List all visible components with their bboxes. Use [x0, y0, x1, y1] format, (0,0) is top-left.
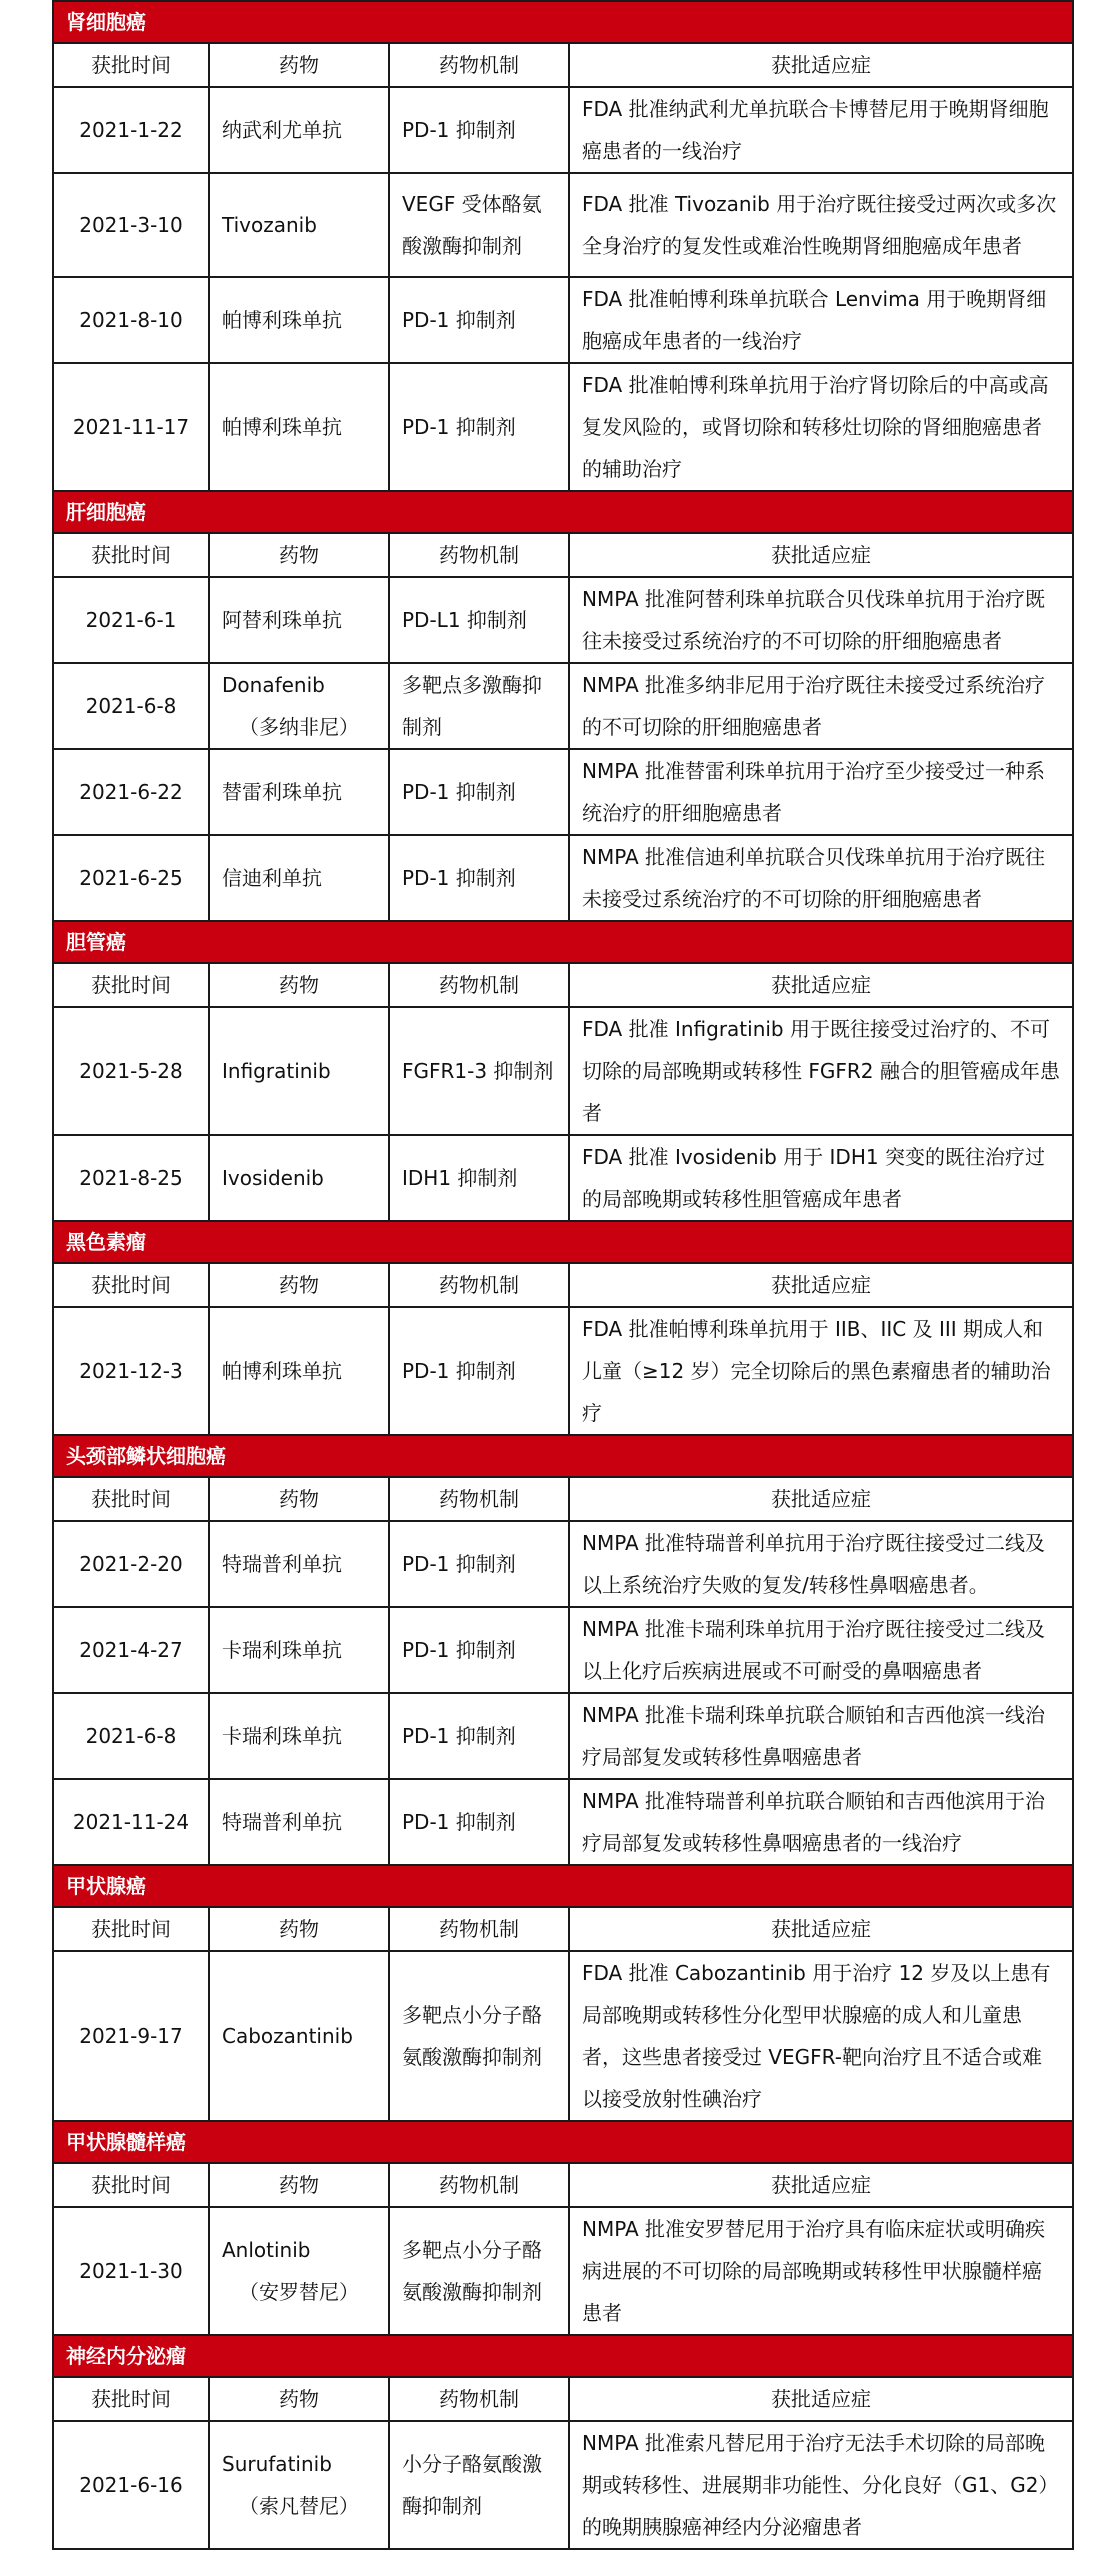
column-header-drug: 药物 — [209, 1477, 389, 1521]
column-header-mechanism: 药物机制 — [389, 1477, 569, 1521]
drug-name: Surufatinib — [222, 2452, 332, 2476]
approval-date: 2021-6-25 — [53, 835, 209, 921]
column-header-time: 获批时间 — [53, 963, 209, 1007]
table-row — [53, 749, 1073, 835]
drug-name: 特瑞普利单抗 — [222, 1810, 342, 1834]
column-header-mechanism: 药物机制 — [389, 1907, 569, 1951]
drug-name: 帕博利珠单抗 — [222, 415, 342, 439]
drug-name-cell — [209, 363, 389, 491]
approved-indication: NMPA 批准卡瑞利珠单抗用于治疗既往接受过二线及以上化疗后疾病进展或不可耐受的鼻咽癌患者 — [569, 1607, 1073, 1693]
section-row — [53, 2121, 1073, 2163]
column-header-indication: 获批适应症 — [569, 2377, 1073, 2421]
header-row — [53, 1263, 1073, 1307]
approval-date: 2021-1-22 — [53, 87, 209, 173]
approved-indication: NMPA 批准安罗替尼用于治疗具有临床症状或明确疾病进展的不可切除的局部晚期或转移性甲状腺髓样癌患者 — [569, 2207, 1073, 2335]
header-row — [53, 43, 1073, 87]
column-header-time: 获批时间 — [53, 2163, 209, 2207]
section-row — [53, 1865, 1073, 1907]
drug-mechanism: PD-1 抑制剂 — [389, 1779, 569, 1865]
section-row — [53, 1435, 1073, 1477]
header-row — [53, 963, 1073, 1007]
section-title: 头颈部鳞状细胞癌 — [53, 1435, 1073, 1477]
drug-mechanism: 多靶点小分子酪氨酸激酶抑制剂 — [389, 1951, 569, 2121]
drug-mechanism: VEGF 受体酪氨酸激酶抑制剂 — [389, 173, 569, 277]
drug-name-cell — [209, 835, 389, 921]
section-title: 神经内分泌瘤 — [53, 2335, 1073, 2377]
table-body — [53, 1, 1073, 2549]
column-header-drug: 药物 — [209, 963, 389, 1007]
section-row — [53, 491, 1073, 533]
column-header-mechanism: 药物机制 — [389, 1263, 569, 1307]
drug-name-cell — [209, 1007, 389, 1135]
section-title: 肾细胞癌 — [53, 1, 1073, 43]
column-header-drug: 药物 — [209, 1263, 389, 1307]
drug-name: 卡瑞利珠单抗 — [222, 1724, 342, 1748]
approval-date: 2021-2-20 — [53, 1521, 209, 1607]
table-row — [53, 1521, 1073, 1607]
drug-chinese-name: （索凡替尼） — [239, 2494, 359, 2518]
drug-name: Anlotinib — [222, 2238, 311, 2262]
drug-mechanism: PD-L1 抑制剂 — [389, 577, 569, 663]
section-row — [53, 921, 1073, 963]
drug-name-cell — [209, 577, 389, 663]
drug-name-cell — [209, 2207, 389, 2335]
drug-mechanism: PD-1 抑制剂 — [389, 1307, 569, 1435]
column-header-drug: 药物 — [209, 1907, 389, 1951]
column-header-time: 获批时间 — [53, 2377, 209, 2421]
approval-date: 2021-12-3 — [53, 1307, 209, 1435]
column-header-time: 获批时间 — [53, 1907, 209, 1951]
section-title: 胆管癌 — [53, 921, 1073, 963]
approved-indication: NMPA 批准多纳非尼用于治疗既往未接受过系统治疗的不可切除的肝细胞癌患者 — [569, 663, 1073, 749]
drug-name-cell — [209, 1307, 389, 1435]
drug-name-cell — [209, 1693, 389, 1779]
column-header-indication: 获批适应症 — [569, 43, 1073, 87]
column-header-mechanism: 药物机制 — [389, 533, 569, 577]
table-row — [53, 1007, 1073, 1135]
approval-date: 2021-6-16 — [53, 2421, 209, 2549]
approval-date: 2021-8-10 — [53, 277, 209, 363]
approval-date: 2021-3-10 — [53, 173, 209, 277]
approval-date: 2021-6-8 — [53, 1693, 209, 1779]
drug-name: Infigratinib — [222, 1059, 331, 1083]
section-title: 黑色素瘤 — [53, 1221, 1073, 1263]
drug-name-cell — [209, 1951, 389, 2121]
drug-name: 纳武利尤单抗 — [222, 118, 342, 142]
drug-name: Donafenib — [222, 673, 325, 697]
section-row — [53, 1221, 1073, 1263]
approved-indication: NMPA 批准阿替利珠单抗联合贝伐珠单抗用于治疗既往未接受过系统治疗的不可切除的肝细胞癌患者 — [569, 577, 1073, 663]
column-header-indication: 获批适应症 — [569, 963, 1073, 1007]
table-row — [53, 2207, 1073, 2335]
drug-chinese-name: （安罗替尼） — [239, 2280, 359, 2304]
table-row — [53, 1607, 1073, 1693]
header-row — [53, 2377, 1073, 2421]
table-row — [53, 1693, 1073, 1779]
drug-mechanism: 多靶点多激酶抑制剂 — [389, 663, 569, 749]
drug-name: 帕博利珠单抗 — [222, 1359, 342, 1383]
drug-mechanism: 多靶点小分子酪氨酸激酶抑制剂 — [389, 2207, 569, 2335]
drug-name: 卡瑞利珠单抗 — [222, 1638, 342, 1662]
table-row — [53, 663, 1073, 749]
drug-approval-table — [52, 0, 1074, 2550]
header-row — [53, 1907, 1073, 1951]
column-header-drug: 药物 — [209, 533, 389, 577]
table-row — [53, 277, 1073, 363]
table-row — [53, 173, 1073, 277]
drug-mechanism: PD-1 抑制剂 — [389, 87, 569, 173]
drug-mechanism: PD-1 抑制剂 — [389, 277, 569, 363]
section-row — [53, 2335, 1073, 2377]
approval-date: 2021-9-17 — [53, 1951, 209, 2121]
approved-indication: NMPA 批准卡瑞利珠单抗联合顺铂和吉西他滨一线治疗局部复发或转移性鼻咽癌患者 — [569, 1693, 1073, 1779]
drug-name: Ivosidenib — [222, 1166, 324, 1190]
drug-name-cell — [209, 277, 389, 363]
table-row — [53, 87, 1073, 173]
approved-indication: FDA 批准 Ivosidenib 用于 IDH1 突变的既往治疗过的局部晚期或转移性胆管癌成年患者 — [569, 1135, 1073, 1221]
drug-mechanism: PD-1 抑制剂 — [389, 749, 569, 835]
drug-name-cell — [209, 1521, 389, 1607]
table-row — [53, 1307, 1073, 1435]
drug-name: 帕博利珠单抗 — [222, 308, 342, 332]
column-header-drug: 药物 — [209, 2377, 389, 2421]
column-header-indication: 获批适应症 — [569, 1907, 1073, 1951]
approved-indication: NMPA 批准特瑞普利单抗用于治疗既往接受过二线及以上系统治疗失败的复发/转移性鼻咽癌患者。 — [569, 1521, 1073, 1607]
column-header-mechanism: 药物机制 — [389, 43, 569, 87]
column-header-indication: 获批适应症 — [569, 1477, 1073, 1521]
approved-indication: NMPA 批准索凡替尼用于治疗无法手术切除的局部晚期或转移性、进展期非功能性、分化良好（G1、G2）的晚期胰腺癌神经内分泌瘤患者 — [569, 2421, 1073, 2549]
drug-mechanism: FGFR1-3 抑制剂 — [389, 1007, 569, 1135]
approval-date: 2021-6-8 — [53, 663, 209, 749]
approval-date: 2021-11-17 — [53, 363, 209, 491]
approved-indication: FDA 批准帕博利珠单抗用于 IIB、IIC 及 III 期成人和儿童（≥12 岁）完全切除后的黑色素瘤患者的辅助治疗 — [569, 1307, 1073, 1435]
column-header-mechanism: 药物机制 — [389, 963, 569, 1007]
drug-mechanism: PD-1 抑制剂 — [389, 835, 569, 921]
drug-name: 替雷利珠单抗 — [222, 780, 342, 804]
column-header-mechanism: 药物机制 — [389, 2377, 569, 2421]
drug-name-cell — [209, 87, 389, 173]
column-header-time: 获批时间 — [53, 1263, 209, 1307]
section-row — [53, 1, 1073, 43]
column-header-time: 获批时间 — [53, 533, 209, 577]
drug-name-cell — [209, 749, 389, 835]
section-title: 甲状腺髓样癌 — [53, 2121, 1073, 2163]
drug-name-cell — [209, 1607, 389, 1693]
column-header-time: 获批时间 — [53, 43, 209, 87]
table-row — [53, 1951, 1073, 2121]
approved-indication: FDA 批准纳武利尤单抗联合卡博替尼用于晚期肾细胞癌患者的一线治疗 — [569, 87, 1073, 173]
section-title: 肝细胞癌 — [53, 491, 1073, 533]
approval-date: 2021-11-24 — [53, 1779, 209, 1865]
table-row — [53, 1779, 1073, 1865]
approved-indication: FDA 批准 Tivozanib 用于治疗既往接受过两次或多次全身治疗的复发性或难治性晚期肾细胞癌成年患者 — [569, 173, 1073, 277]
approved-indication: FDA 批准 Infigratinib 用于既往接受过治疗的、不可切除的局部晚期或转移性 FGFR2 融合的胆管癌成年患者 — [569, 1007, 1073, 1135]
approved-indication: NMPA 批准信迪利单抗联合贝伐珠单抗用于治疗既往未接受过系统治疗的不可切除的肝细胞癌患者 — [569, 835, 1073, 921]
drug-mechanism: PD-1 抑制剂 — [389, 1607, 569, 1693]
drug-name: 特瑞普利单抗 — [222, 1552, 342, 1576]
drug-name-cell — [209, 1135, 389, 1221]
drug-mechanism: PD-1 抑制剂 — [389, 1521, 569, 1607]
drug-name-cell — [209, 663, 389, 749]
column-header-time: 获批时间 — [53, 1477, 209, 1521]
approved-indication: FDA 批准 Cabozantinib 用于治疗 12 岁及以上患有局部晚期或转移性分化型甲状腺癌的成人和儿童患者，这些患者接受过 VEGFR-靶向治疗且不适合或难以接受放射性碘治疗 — [569, 1951, 1073, 2121]
approval-date: 2021-6-22 — [53, 749, 209, 835]
header-row — [53, 533, 1073, 577]
header-row — [53, 2163, 1073, 2207]
approved-indication: NMPA 批准替雷利珠单抗用于治疗至少接受过一种系统治疗的肝细胞癌患者 — [569, 749, 1073, 835]
approval-date: 2021-6-1 — [53, 577, 209, 663]
column-header-indication: 获批适应症 — [569, 533, 1073, 577]
drug-name-cell — [209, 173, 389, 277]
drug-mechanism: PD-1 抑制剂 — [389, 363, 569, 491]
approval-date: 2021-1-30 — [53, 2207, 209, 2335]
section-title: 甲状腺癌 — [53, 1865, 1073, 1907]
drug-name: 信迪利单抗 — [222, 866, 322, 890]
drug-name-cell — [209, 2421, 389, 2549]
drug-name: Tivozanib — [222, 213, 317, 237]
drug-mechanism: IDH1 抑制剂 — [389, 1135, 569, 1221]
header-row — [53, 1477, 1073, 1521]
approval-date: 2021-8-25 — [53, 1135, 209, 1221]
column-header-indication: 获批适应症 — [569, 1263, 1073, 1307]
approved-indication: NMPA 批准特瑞普利单抗联合顺铂和吉西他滨用于治疗局部复发或转移性鼻咽癌患者的一线治疗 — [569, 1779, 1073, 1865]
approval-table-container — [52, 0, 1072, 2550]
drug-mechanism: PD-1 抑制剂 — [389, 1693, 569, 1779]
approved-indication: FDA 批准帕博利珠单抗联合 Lenvima 用于晚期肾细胞癌成年患者的一线治疗 — [569, 277, 1073, 363]
drug-name: 阿替利珠单抗 — [222, 608, 342, 632]
column-header-drug: 药物 — [209, 2163, 389, 2207]
drug-chinese-name: （多纳非尼） — [239, 715, 359, 739]
approved-indication: FDA 批准帕博利珠单抗用于治疗肾切除后的中高或高复发风险的，或肾切除和转移灶切除的肾细胞癌患者的辅助治疗 — [569, 363, 1073, 491]
table-row — [53, 363, 1073, 491]
approval-date: 2021-5-28 — [53, 1007, 209, 1135]
drug-mechanism: 小分子酪氨酸激酶抑制剂 — [389, 2421, 569, 2549]
column-header-drug: 药物 — [209, 43, 389, 87]
table-row — [53, 2421, 1073, 2549]
drug-name: Cabozantinib — [222, 2024, 353, 2048]
table-row — [53, 835, 1073, 921]
approval-date: 2021-4-27 — [53, 1607, 209, 1693]
column-header-indication: 获批适应症 — [569, 2163, 1073, 2207]
column-header-mechanism: 药物机制 — [389, 2163, 569, 2207]
table-row — [53, 577, 1073, 663]
table-row — [53, 1135, 1073, 1221]
drug-name-cell — [209, 1779, 389, 1865]
